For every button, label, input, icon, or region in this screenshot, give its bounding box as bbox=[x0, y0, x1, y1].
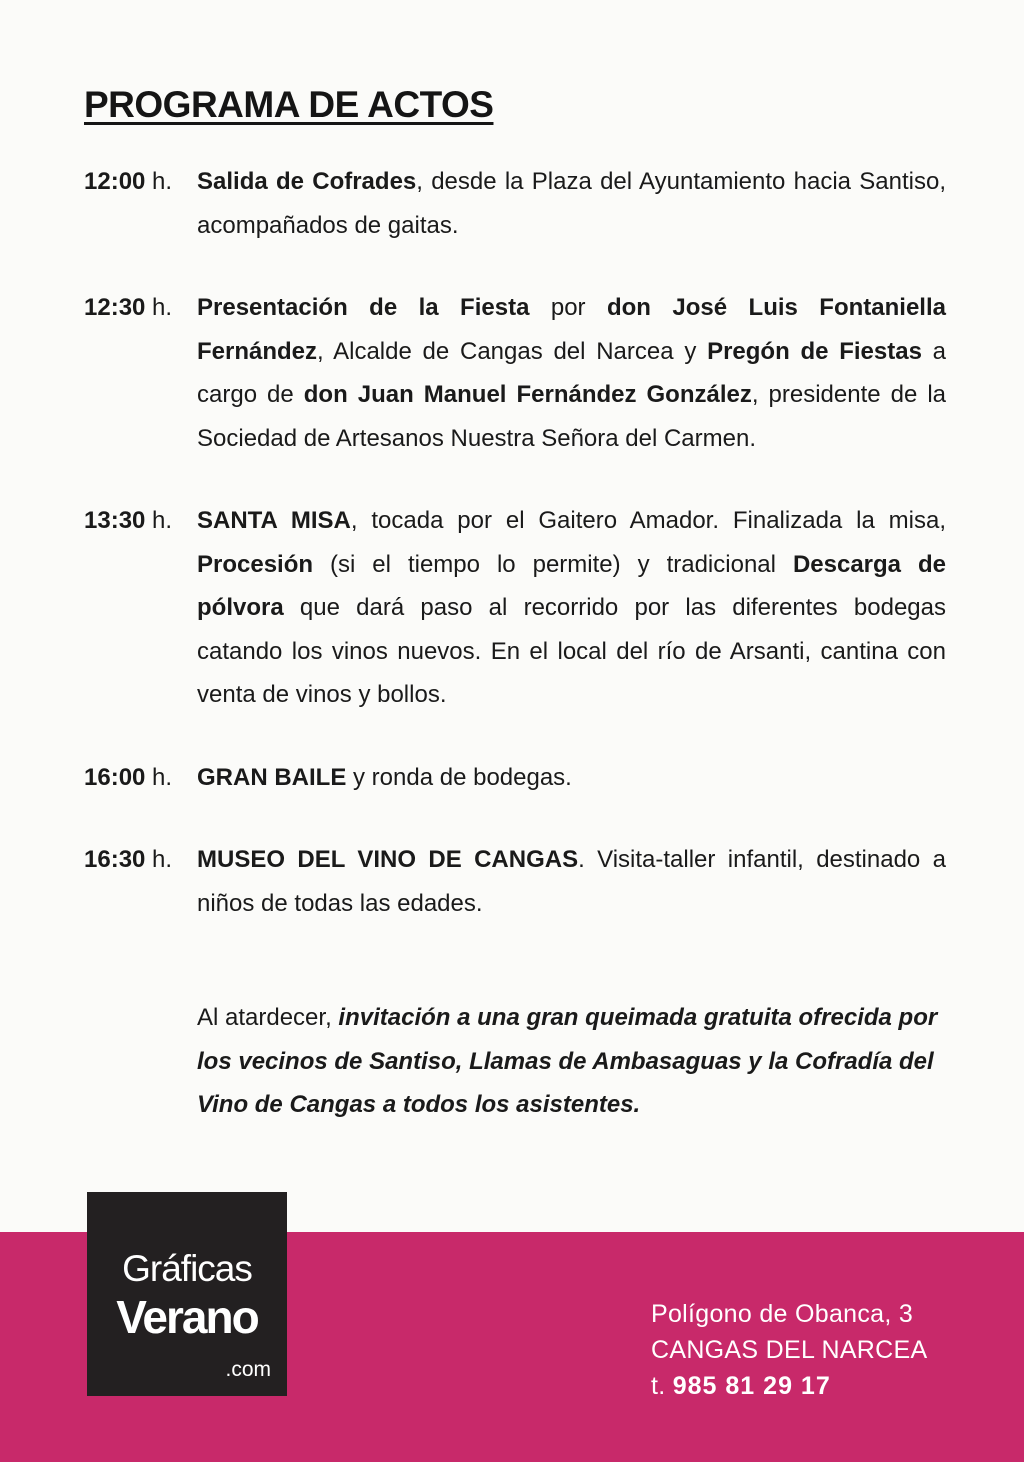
event-time-hour: 12:30 bbox=[84, 294, 146, 321]
address-line-2: CANGAS DEL NARCEA bbox=[651, 1336, 928, 1364]
event-time bbox=[84, 838, 172, 882]
event-highlight: Salida de Cofrades bbox=[197, 168, 417, 195]
event-highlight: Descarga de pólvora bbox=[197, 550, 947, 621]
phone-number: 985 81 29 17 bbox=[672, 1372, 831, 1400]
phone-line bbox=[651, 1368, 927, 1404]
event-time-hour: 16:00 bbox=[84, 763, 146, 791]
event-time bbox=[84, 756, 172, 800]
event-description bbox=[197, 160, 946, 247]
event-highlight: Procesión bbox=[197, 550, 314, 578]
event-description bbox=[197, 756, 946, 800]
closing-lead: Al atardecer, bbox=[197, 1004, 339, 1031]
event-item bbox=[84, 756, 946, 800]
footer-address bbox=[651, 1296, 927, 1404]
event-time-suffix: h. bbox=[145, 507, 173, 534]
page-title: PROGRAMA DE ACTOS bbox=[84, 84, 494, 125]
event-time-hour: 12:00 bbox=[84, 168, 146, 195]
event-description bbox=[197, 499, 946, 717]
event-description bbox=[197, 838, 946, 925]
event-time bbox=[84, 499, 172, 543]
event-time-suffix: h. bbox=[145, 294, 173, 321]
event-item bbox=[84, 160, 946, 247]
logo-line-com: .com bbox=[225, 1358, 271, 1381]
graficas-verano-logo bbox=[87, 1192, 287, 1396]
event-highlight: Pregón de Fiestas bbox=[707, 337, 922, 365]
event-text: y ronda de bodegas. bbox=[346, 763, 572, 791]
event-time-hour: 16:30 bbox=[84, 846, 146, 873]
logo-line-verano: Verano bbox=[116, 1291, 258, 1343]
event-highlight: MUSEO DEL VINO DE CANGAS bbox=[197, 846, 579, 873]
event-text: , desde la Plaza del Ayuntamiento hacia Santiso, acompañados de gaitas. bbox=[197, 168, 946, 239]
event-text: , presidente de la Sociedad de Artesanos Nuestra Señora del Carmen. bbox=[197, 381, 947, 452]
event-time bbox=[84, 286, 172, 330]
event-text: (si el tiempo lo permite) y tradicional bbox=[313, 550, 793, 578]
phone-prefix: t. bbox=[651, 1372, 673, 1400]
event-time-hour: 13:30 bbox=[84, 507, 146, 534]
event-text: a cargo de bbox=[197, 337, 947, 408]
event-highlight: Presentación de la Fiesta bbox=[197, 294, 530, 321]
event-highlight: don Juan Manuel Fernández González bbox=[303, 381, 752, 408]
events-list bbox=[84, 160, 946, 964]
event-time bbox=[84, 160, 172, 204]
event-text: , Alcalde de Cangas del Narcea y bbox=[317, 337, 708, 365]
event-highlight: SANTA MISA bbox=[197, 507, 351, 534]
event-item bbox=[84, 286, 946, 460]
event-text: , tocada por el Gaitero Amador. Finalizada la misa, bbox=[350, 507, 946, 534]
closing-paragraph bbox=[197, 996, 947, 1127]
event-text: . Visita-taller infantil, destinado a niños de todas las edades. bbox=[197, 846, 946, 917]
event-time-suffix: h. bbox=[145, 168, 173, 195]
event-highlight: don José Luis Fontaniella Fernández bbox=[197, 294, 946, 365]
event-highlight: GRAN BAILE bbox=[197, 763, 347, 791]
event-item bbox=[84, 838, 946, 925]
event-text: que dará paso al recorrido por las diferentes bodegas catando los vinos nuevos. En el local del río de Arsanti, cantina con venta de vinos y bollos. bbox=[197, 594, 946, 708]
event-time-suffix: h. bbox=[145, 846, 173, 873]
event-description bbox=[197, 286, 946, 460]
event-item bbox=[84, 499, 946, 717]
closing-emphasis: invitación a una gran queimada gratuita ofrecida por los vecinos de Santiso, Llamas de Ambasaguas y la Cofradía del Vino de Cangas a todos los asistentes. bbox=[197, 1004, 938, 1118]
logo-line-graficas: Gráficas bbox=[122, 1248, 252, 1289]
event-time-suffix: h. bbox=[145, 763, 173, 791]
address-line-1: Polígono de Obanca, 3 bbox=[651, 1300, 914, 1328]
event-text: por bbox=[529, 294, 607, 321]
